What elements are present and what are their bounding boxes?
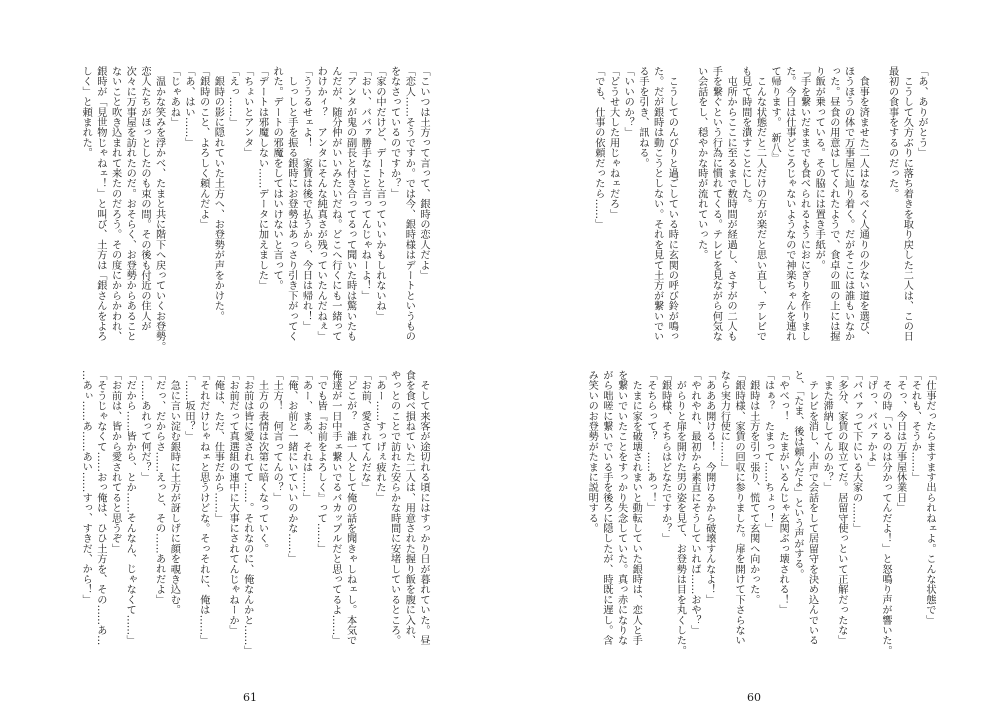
text-line: 「仕事だったらますます出られねェよ。こんな状態で」 xyxy=(924,370,935,625)
text-line: 「デートは邪魔しない……データに加えました」 xyxy=(256,66,268,291)
text-line: 「銀時のこと、よろしく頼んだよ」 xyxy=(197,66,209,230)
text-line: 「それも、そうか……」 xyxy=(909,370,921,483)
text-line: り飯が乗っている。その脇には置き手紙が。 xyxy=(813,66,825,270)
text-line: 「でも皆『お前をよろしく』って……」 xyxy=(315,370,327,554)
text-block-lower xyxy=(584,370,937,670)
text-line: そして来客が途切れる頃にはすっかり日が暮れていた。昼 xyxy=(418,370,429,646)
text-line: 「俺、お前と一緒にいていいのかな……」 xyxy=(285,370,297,564)
text-line: 「そっ、今日は万事屋休業日」 xyxy=(894,370,906,513)
text-line: しっしと手を振る銀時にお登勢はあっさり引き下がってく xyxy=(285,66,297,342)
text-line: った。昼食の用意はしてくれたようで、食卓の皿の上には握 xyxy=(827,66,839,342)
text-line: こうして久方ぶりに落ち着きを取り戻した二人は、この日 xyxy=(901,66,913,342)
page-number: 60 xyxy=(747,691,761,704)
text-line: 「やべっ！ たまがいるんじゃ玄関ぶっ壊される！」 xyxy=(777,370,789,615)
text-line: 「どこが？ 誰一人として俺の話を聞きゃしねェし。本気で xyxy=(344,370,356,646)
text-line: 「お前だって真選組の連中に大事にされてんじゃねーか」 xyxy=(227,370,239,636)
text-line: 「だから……皆から、とか……そんなん、じゃなくて……」 xyxy=(124,370,136,646)
text-line: 「あー、まあ、それは……」 xyxy=(300,370,312,503)
text-line: 「こいつは土方って言って、銀時の恋人だよ」 xyxy=(418,66,429,281)
text-line: 「えっ……」 xyxy=(227,66,239,128)
text-line: 「やれやれ、最初から素直にそうしていれば……おや？」 xyxy=(689,370,700,636)
text-line: …あぃ……あ……あい……すっ、すきだ、から！」 xyxy=(80,370,92,605)
text-line: 屯所からここに至るまで数時間が経過し、さすがの二人も xyxy=(725,66,737,342)
text-line: 「家の中だけど、デートと言っていいかもしれないね」 xyxy=(373,66,385,321)
text-line: 「銀時様、家賃の回収に参りました。扉を開けて下さらない xyxy=(733,370,745,646)
text-line: 恋人たちがほっとしたのも束の間。その後も付近の住人が xyxy=(138,66,150,332)
text-line: 「あああ開ける！ 今開けるから破壊すんなよ！」 xyxy=(703,370,715,605)
text-line xyxy=(869,66,884,366)
text-line: て帰ります。 新八』 xyxy=(769,66,781,163)
text-line: ほうほうの体で万事屋に辿り着く。だがそこには誰もいなか xyxy=(842,66,854,342)
text-line: 「……あれって何だ？」 xyxy=(138,370,150,483)
text-line: こうしてのんびりと過ごしている時に玄関の呼び鈴が鳴っ xyxy=(666,66,678,342)
text-line: 食を食べ損ねていた二人は、用意された握り飯を腹に入れ、 xyxy=(403,370,415,646)
text-line: を繋いでいたことをすっかり失念していた。真っ赤になりな xyxy=(615,370,627,646)
text-line: わけかィ？ アンタにそんな純真さが残っていたんだねぇ」 xyxy=(315,66,327,342)
text-line: しく」と頼まれた。 xyxy=(80,66,92,158)
text-line: 温かな笑みを浮かべ、たまと共に階下へ戻っていくお登勢。 xyxy=(153,66,165,352)
text-line: その時「いるのは分かってんだよ！」と怒鳴り声が響いた。 xyxy=(879,370,891,656)
text-block-upper xyxy=(590,66,928,366)
text-line: 銀時の影に隠れていた土方へ、お登勢が声をかけた。 xyxy=(212,66,224,321)
text-line: 『手を繋いだままでも食べられるようにおにぎりを作りまし xyxy=(798,66,810,342)
text-line: 「あ、はい……」 xyxy=(183,66,194,148)
text-line: んだが、随分仲がいいみたいだね。どこへ行くにも一緒って xyxy=(329,66,341,342)
text-line: こんな状態だと二人だけの方が楽だと思い直し、テレビで xyxy=(754,66,766,342)
text-line: なら実力行使に……」 xyxy=(718,370,730,472)
text-line: 「あー……すっげぇ疲れた」 xyxy=(373,370,385,503)
text-line: 「お前は、皆から愛されてると思うぞ」 xyxy=(109,370,121,554)
text-line: れた。デートの邪魔をしてはいけないと言って。 xyxy=(271,66,283,291)
text-line: 「おい、ババァ勝手なこと言ってんじゃねーよ！」 xyxy=(359,66,371,301)
text-block-lower xyxy=(78,370,431,670)
text-line: 「あ、ありがとう」 xyxy=(916,66,927,158)
text-block-upper xyxy=(78,66,431,366)
text-line: 「じゃあね」 xyxy=(168,66,180,128)
text-line xyxy=(678,66,693,366)
text-line: 急に言い淀む銀時に土方が訝しげに顔を覗き込む。 xyxy=(168,370,180,615)
text-line: 「また滞納してんのか？」 xyxy=(821,370,833,493)
text-line: 「恋人……そうですか。では今、銀時様はデートというもの xyxy=(403,66,415,342)
text-line: 俺達が一日中手ェ繋いでるバカップルだと思ってるよ……」 xyxy=(329,370,341,646)
text-line: 手を繋ぐという行為に慣れてくる。テレビを見ながら何気な xyxy=(710,66,722,342)
text-line: た。だが銀時は動こうとしない。それを見て土方が繋いでい xyxy=(651,66,663,342)
text-line: たまに家を破壊されまいと動転していた銀時は、恋人と手 xyxy=(630,370,642,646)
text-line: 「土方！ 何言ってんの？」 xyxy=(271,370,283,503)
text-line: 「ババァって下にいる大家の……」 xyxy=(850,370,862,534)
page-60 xyxy=(496,0,992,728)
text-line: がら咄嗟に繋いでいる手を後ろに隠したが、時既に遅し。含 xyxy=(600,370,612,646)
text-line: 「お前は皆に愛されてて……。それなのに、俺なんかと……」 xyxy=(241,370,253,656)
text-line: も見て時間を潰すことにした。 xyxy=(739,66,751,209)
text-line: み笑いのお登勢がたまに説明する。 xyxy=(586,370,598,534)
text-line: 「ちょいとアンタ」 xyxy=(241,66,253,158)
text-line: と、「たま、後は頼んだよ」という声がする。 xyxy=(791,370,803,580)
text-line: がらりと扉を開けた男の姿を見て、お登勢は目を丸くした。 xyxy=(674,370,686,656)
text-line: た。今日は仕事どころじゃないようなので神楽ちゃんを連れ xyxy=(783,66,795,342)
text-line: やっとのことで訪れた安らかな時間に安堵しているところ。 xyxy=(388,370,400,646)
text-line: 「そちらって？ ……あっ！」 xyxy=(644,370,656,513)
text-line: 「ううるせェよ！ 家賃は後で払うから、今日は帰れ！」 xyxy=(300,66,312,332)
text-line: い会話をし、穏やかな時が流れていった。 xyxy=(695,66,707,260)
text-line: 食事を済ませた二人はなるべく人通りの少ない道を選び、 xyxy=(857,66,869,342)
text-line: 「アンタが鬼の副長と付き合ってるって聞いた時は驚いたも xyxy=(344,66,356,342)
text-line: 土方の表情は次第に暗くなっていく。 xyxy=(256,370,268,554)
text-line: 「そうじゃなくて……おっ俺は、ひひ土方を、その……あ… xyxy=(94,370,106,646)
text-line: 「どうせ大した用じゃねェだろ」 xyxy=(607,66,619,219)
text-line: 「いいのか？」 xyxy=(622,66,634,138)
text-line: 「銀時様、そちらはどなたですか？」 xyxy=(659,370,671,544)
text-line: 「多分、家賃の取立てだ。居留守使っといて正解だったな」 xyxy=(835,370,847,646)
text-line: をなさっているのですか？」 xyxy=(388,66,400,199)
text-line: 「俺は、ただ、仕事だから……」 xyxy=(212,370,224,523)
text-line: 銀時は土方を引っ張り、慌てて玄関へ向かった。 xyxy=(747,370,759,605)
text-line: 銀時が「見世物じゃねェ！」と叫び、土方は「銀さんをよろ xyxy=(94,66,106,342)
text-line: 「だっ、だからさ……えっと、その……あれだよ」 xyxy=(153,370,165,605)
text-line: テレビを消し、小声で会話をして居留守を決め込んでいる xyxy=(806,370,818,646)
text-line: ないこと吹き込まれて来たのだろう。その度にからかわれ、 xyxy=(109,66,121,342)
text-line: 最初の食事をするのだった。 xyxy=(886,66,898,199)
text-line: る手を引き、訊ねる。 xyxy=(636,66,648,168)
text-line: 「でも、仕事の依頼だったら……」 xyxy=(592,66,604,230)
page-number: 61 xyxy=(243,691,257,704)
text-line: 「それだけじゃねェと思うけどな。そっそれに、俺は……」 xyxy=(197,370,209,646)
text-line: 「……坂田？」 xyxy=(183,370,194,442)
text-line: 「げっ、ババァかよ」 xyxy=(865,370,877,472)
text-line: 「お前、愛されてんだな」 xyxy=(359,370,371,493)
text-line: 「はぁ？ たまって……ちょっ！」 xyxy=(762,370,774,534)
text-line: 次々に万事屋を訪れたのだ。おそらく、お登勢からあること xyxy=(124,66,136,342)
